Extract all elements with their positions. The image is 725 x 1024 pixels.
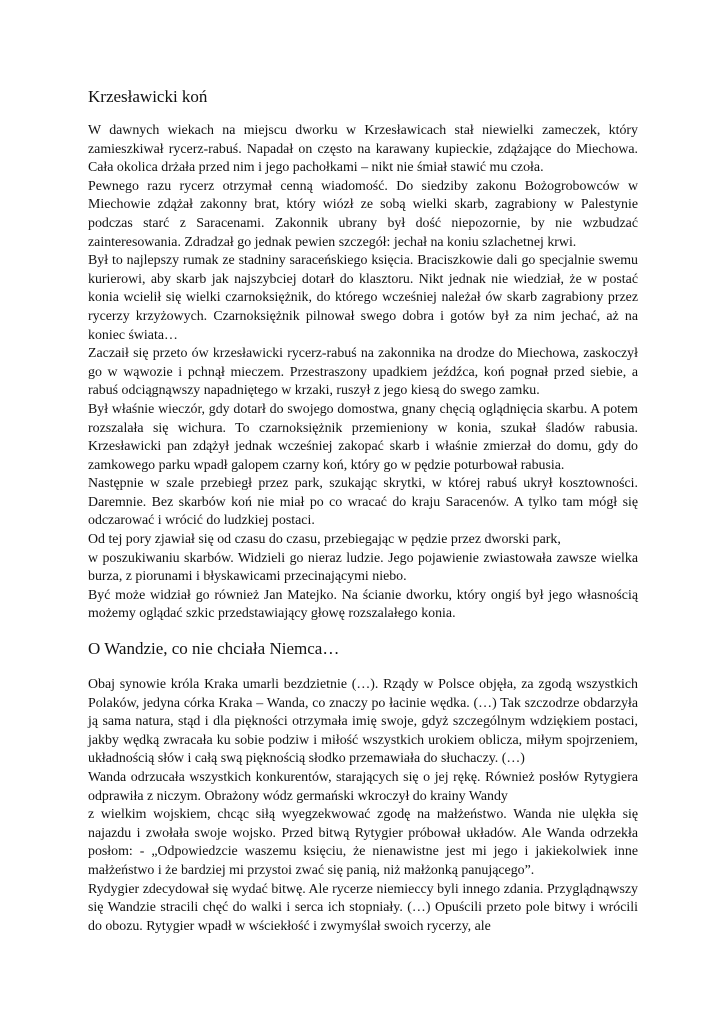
section-body-krzeslawicki-kon <box>88 122 638 624</box>
paragraph: Od tej pory zjawiał się od czasu do czasu, przebiegając w pędzie przez dworski park, <box>88 532 561 548</box>
section-title-krzeslawicki-kon: Krzesławicki koń <box>88 87 208 106</box>
paragraph: z wielkim wojskiem, chcąc siłą wyegzekwować zgodę na małżeństwo. Wanda nie ulękła się najazdu i zwołała swoje wojsko. Przed bitwą Rytygier próbował układów. Ale Wanda odrzekła posłom: - „Odpowiedzcie waszemu księciu, że nienawistne jest mi jego i jakiekolwiek inne małżeństwo i że bardziej mi przystoi zwać się panią, niż małżonką panującego”. <box>88 807 638 878</box>
paragraph: Następnie w szale przebiegł przez park, szukając skrytki, w której rabuś ukrył kosztowności. Daremnie. Bez skarbów koń nie miał po co wracać do kraju Saracenów. A tylko tam mógł się odczarować i wrócić do ludzkiej postaci. <box>88 476 638 529</box>
section-body-o-wandzie <box>88 676 638 936</box>
paragraph: Pewnego razu rycerz otrzymał cenną wiadomość. Do siedziby zakonu Bożogrobowców w Miechowie zdążał zakonny brat, który wiózł ze sobą wielki skarb, zagrabiony w Palestynie podczas starć z Saracenami. Zakonnik ubrany był dość niepozornie, by nie wzbudzać zainteresowania. Zdradzał go jednak pewien szczegół: jechał na koniu szlachetnej krwi. <box>88 178 638 250</box>
paragraph: Obaj synowie króla Kraka umarli bezdzietnie (…). Rządy w Polsce objęła, za zgodą wszystkich Polaków, jedyna córka Kraka – Wanda, co znaczy po łacinie wędka. (…) Tak szczodrze obdarzyła ją sama natura, stąd i dla piękności otrzymała imię swoje, gdyż szczególnym wdziękiem postaci, jakby wędką zwracała ku sobie podziw i miłość wszystkich urokiem oblicza, miłym spojrzeniem, układnością słów i całą swą pięknością słodko przemawiała do słuchaczy. (…) <box>88 677 638 767</box>
section-title-o-wandzie: O Wandzie, co nie chciała Niemca… <box>88 639 340 659</box>
paragraph: Zaczaił się przeto ów krzesławicki rycerz-rabuś na zakonnika na drodze do Miechowa, zaskoczył go w wąwozie i pchnął mieczem. Przestraszony upadkiem jeźdźca, koń pognał przed siebie, a rabuś odciągnąwszy napadniętego w krzaki, ruszył z jego kiesą do swego zamku. <box>88 346 638 399</box>
paragraph: Był właśnie wieczór, gdy dotarł do swojego domostwa, gnany chęcią oglądnięcia skarbu. A potem rozszalała się wichura. To czarnoksiężnik przemieniony w konia, szukał śladów rabusia. Krzesławicki pan zdążył jednak wcześniej zakopać skarb i właśnie zmierzał do domu, gdy do zamkowego parku wpadł galopem czarny koń, który go w pędzie poturbował rabusia. <box>88 401 638 473</box>
paragraph: Wanda odrzucała wszystkich konkurentów, starających się o jej rękę. Również posłów Rytygiera odprawiła z niczym. Obrażony wódz germański wkroczył do krainy Wandy <box>88 770 638 804</box>
paragraph: Rydygier zdecydował się wydać bitwę. Ale rycerze niemieccy byli innego zdania. Przyglądnąwszy się Wandzie stracili chęć do walki i serca ich stopniały. (…) Opuścili przeto pole bitwy i wrócili do obozu. Rytygier wpadł w wściekłość i zwymyślał swoich rycerzy, ale <box>88 881 638 934</box>
paragraph: Był to najlepszy rumak ze stadniny saraceńskiego księcia. Braciszkowie dali go specjalnie swemu kurierowi, aby skarb jak najszybciej dotarł do klasztoru. Nikt jednak nie wiedział, że w postać konia wcielił się wielki czarnoksiężnik, do którego wcześniej należał ów skarb zagrabiony przez rycerzy krzyżowych. Czarnoksiężnik pilnował swego dobra i gotów był za nim jechać, aż na koniec świata… <box>88 253 638 343</box>
paragraph: Być może widział go również Jan Matejko. Na ścianie dworku, który ongiś był jego własnością możemy oglądać szkic przedstawiający głowę rozszalałego konia. <box>88 587 638 622</box>
document-page <box>88 86 638 936</box>
paragraph: W dawnych wiekach na miejscu dworku w Krzesławicach stał niewielki zameczek, który zamieszkiwał rycerz-rabuś. Napadał on często na karawany kupieckie, zdążające do Miechowa. Cała okolica drżała przed nim i jego pachołkami – nikt nie śmiał stawić mu czoła. <box>88 123 638 176</box>
paragraph: w poszukiwaniu skarbów. Widzieli go nieraz ludzie. Jego pojawienie zwiastowała zawsze wielka burza, z piorunami i błyskawicami przecinającymi niebo. <box>88 550 638 585</box>
